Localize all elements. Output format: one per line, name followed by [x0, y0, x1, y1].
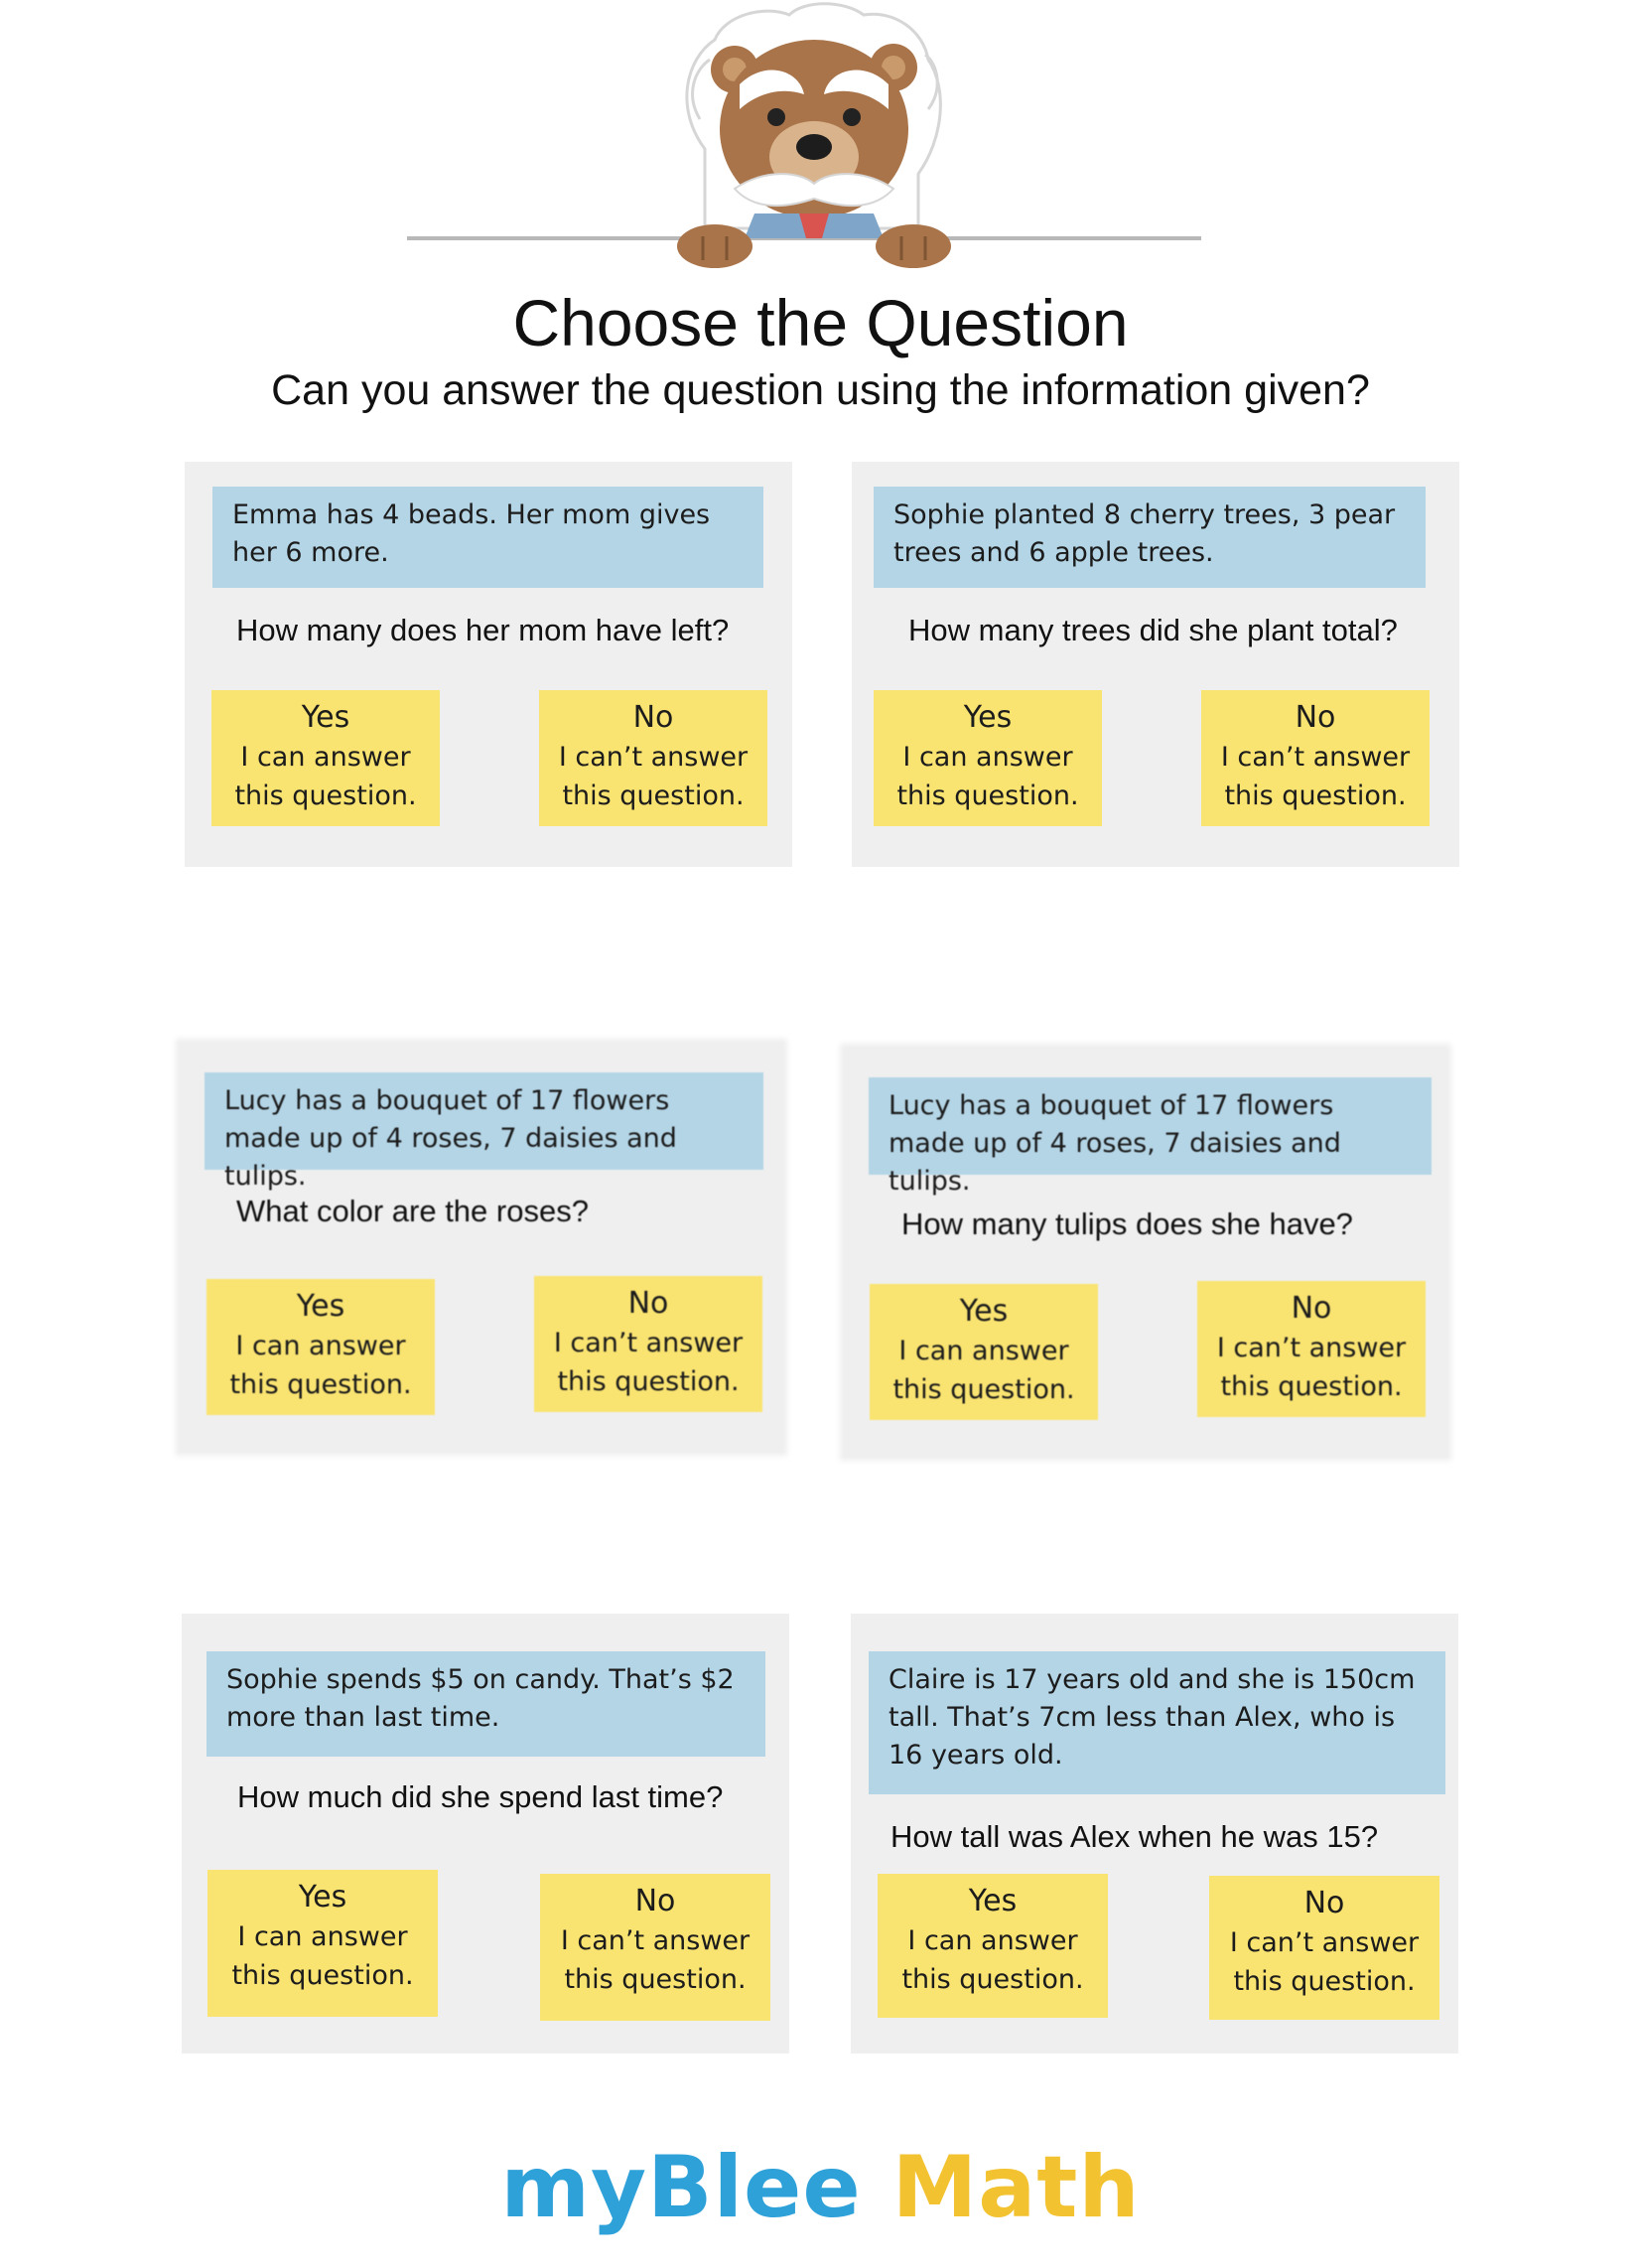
answer-title: Yes — [968, 1884, 1018, 1918]
answer-line: this question. — [1224, 780, 1407, 811]
question-card — [851, 1614, 1458, 2054]
answer-title: Yes — [959, 1294, 1009, 1329]
question-text: How much did she spend last time? — [237, 1779, 724, 1814]
question-card — [185, 462, 792, 867]
answer-title: Yes — [298, 1880, 347, 1914]
info-box: Emma has 4 beads. Her mom gives her 6 more. — [212, 487, 763, 588]
yes-answer-button[interactable] — [878, 1874, 1108, 2018]
no-answer-button[interactable] — [540, 1874, 770, 2021]
info-box: Lucy has a bouquet of 17 flowers made up of 4 roses, 7 daisies and tulips. — [869, 1077, 1432, 1175]
answer-line: I can answer — [237, 1921, 408, 1952]
no-answer-button[interactable] — [1201, 690, 1430, 826]
question-card — [180, 1043, 783, 1452]
question-card — [844, 1048, 1447, 1457]
page-title: Choose the Question — [512, 286, 1129, 359]
answer-line: I can answer — [235, 1331, 406, 1361]
answer-line: this question. — [231, 1960, 414, 1991]
answer-line: this question. — [234, 780, 417, 811]
no-answer-button[interactable] — [1197, 1281, 1426, 1417]
question-text: What color are the roses? — [236, 1194, 589, 1228]
question-text: How tall was Alex when he was 15? — [890, 1819, 1379, 1854]
answer-line: this question. — [1220, 1371, 1403, 1402]
yes-answer-button[interactable] — [206, 1279, 435, 1415]
question-text: How many tulips does she have? — [901, 1206, 1353, 1241]
no-answer-button[interactable] — [1209, 1876, 1439, 2020]
answer-line: I can answer — [907, 1925, 1078, 1956]
answer-title: No — [634, 1884, 676, 1918]
answer-title: No — [627, 1286, 669, 1321]
logo-math: Math — [891, 2138, 1141, 2237]
question-text: How many trees did she plant total? — [908, 613, 1398, 647]
answer-title: Yes — [963, 700, 1013, 735]
yes-answer-button[interactable] — [870, 1284, 1098, 1420]
no-answer-button[interactable] — [534, 1276, 762, 1412]
answer-line: this question. — [557, 1366, 740, 1397]
yes-answer-button[interactable] — [211, 690, 440, 826]
answer-line: I can answer — [240, 742, 411, 773]
answer-line: this question. — [564, 1964, 747, 1995]
question-card — [182, 1614, 789, 2054]
yes-answer-button[interactable] — [207, 1870, 438, 2017]
answer-line: this question. — [229, 1369, 412, 1400]
answer-line: this question. — [901, 1964, 1084, 1995]
answer-line: I can’t answer — [1229, 1927, 1420, 1958]
answer-line: this question. — [896, 780, 1079, 811]
answer-title: Yes — [296, 1289, 345, 1324]
yes-answer-button[interactable] — [874, 690, 1102, 826]
page-subtitle: Can you answer the question using the information given? — [271, 366, 1370, 414]
answer-line: this question. — [562, 780, 745, 811]
answer-title: No — [1295, 700, 1336, 735]
no-answer-button[interactable] — [539, 690, 767, 826]
blee-mascot-icon — [407, 0, 1221, 273]
answer-line: I can’t answer — [1220, 742, 1411, 773]
answer-line: I can answer — [898, 1336, 1069, 1366]
question-text: How many does her mom have left? — [236, 613, 730, 647]
answer-line: this question. — [1233, 1966, 1416, 1997]
myblee-math-logo — [0, 2133, 1641, 2242]
answer-title: No — [1291, 1291, 1332, 1326]
answer-title: Yes — [301, 700, 350, 735]
answer-line: I can’t answer — [1216, 1333, 1407, 1363]
info-box: Lucy has a bouquet of 17 flowers made up of 4 roses, 7 daisies and tulips. — [205, 1072, 763, 1170]
answer-line: I can answer — [902, 742, 1073, 773]
answer-line: this question. — [892, 1374, 1075, 1405]
question-card — [852, 462, 1459, 867]
answer-title: No — [632, 700, 674, 735]
answer-title: No — [1303, 1886, 1345, 1920]
logo-myblee: myBlee — [500, 2138, 862, 2237]
answer-line: I can’t answer — [553, 1328, 744, 1358]
info-box: Sophie spends $5 on candy. That’s $2 more than last time. — [206, 1651, 765, 1757]
answer-line: I can’t answer — [560, 1925, 751, 1956]
info-box: Sophie planted 8 cherry trees, 3 pear trees and 6 apple trees. — [874, 487, 1426, 588]
answer-line: I can’t answer — [558, 742, 749, 773]
info-box: Claire is 17 years old and she is 150cm tall. That’s 7cm less than Alex, who is 16 years old. — [869, 1651, 1445, 1794]
